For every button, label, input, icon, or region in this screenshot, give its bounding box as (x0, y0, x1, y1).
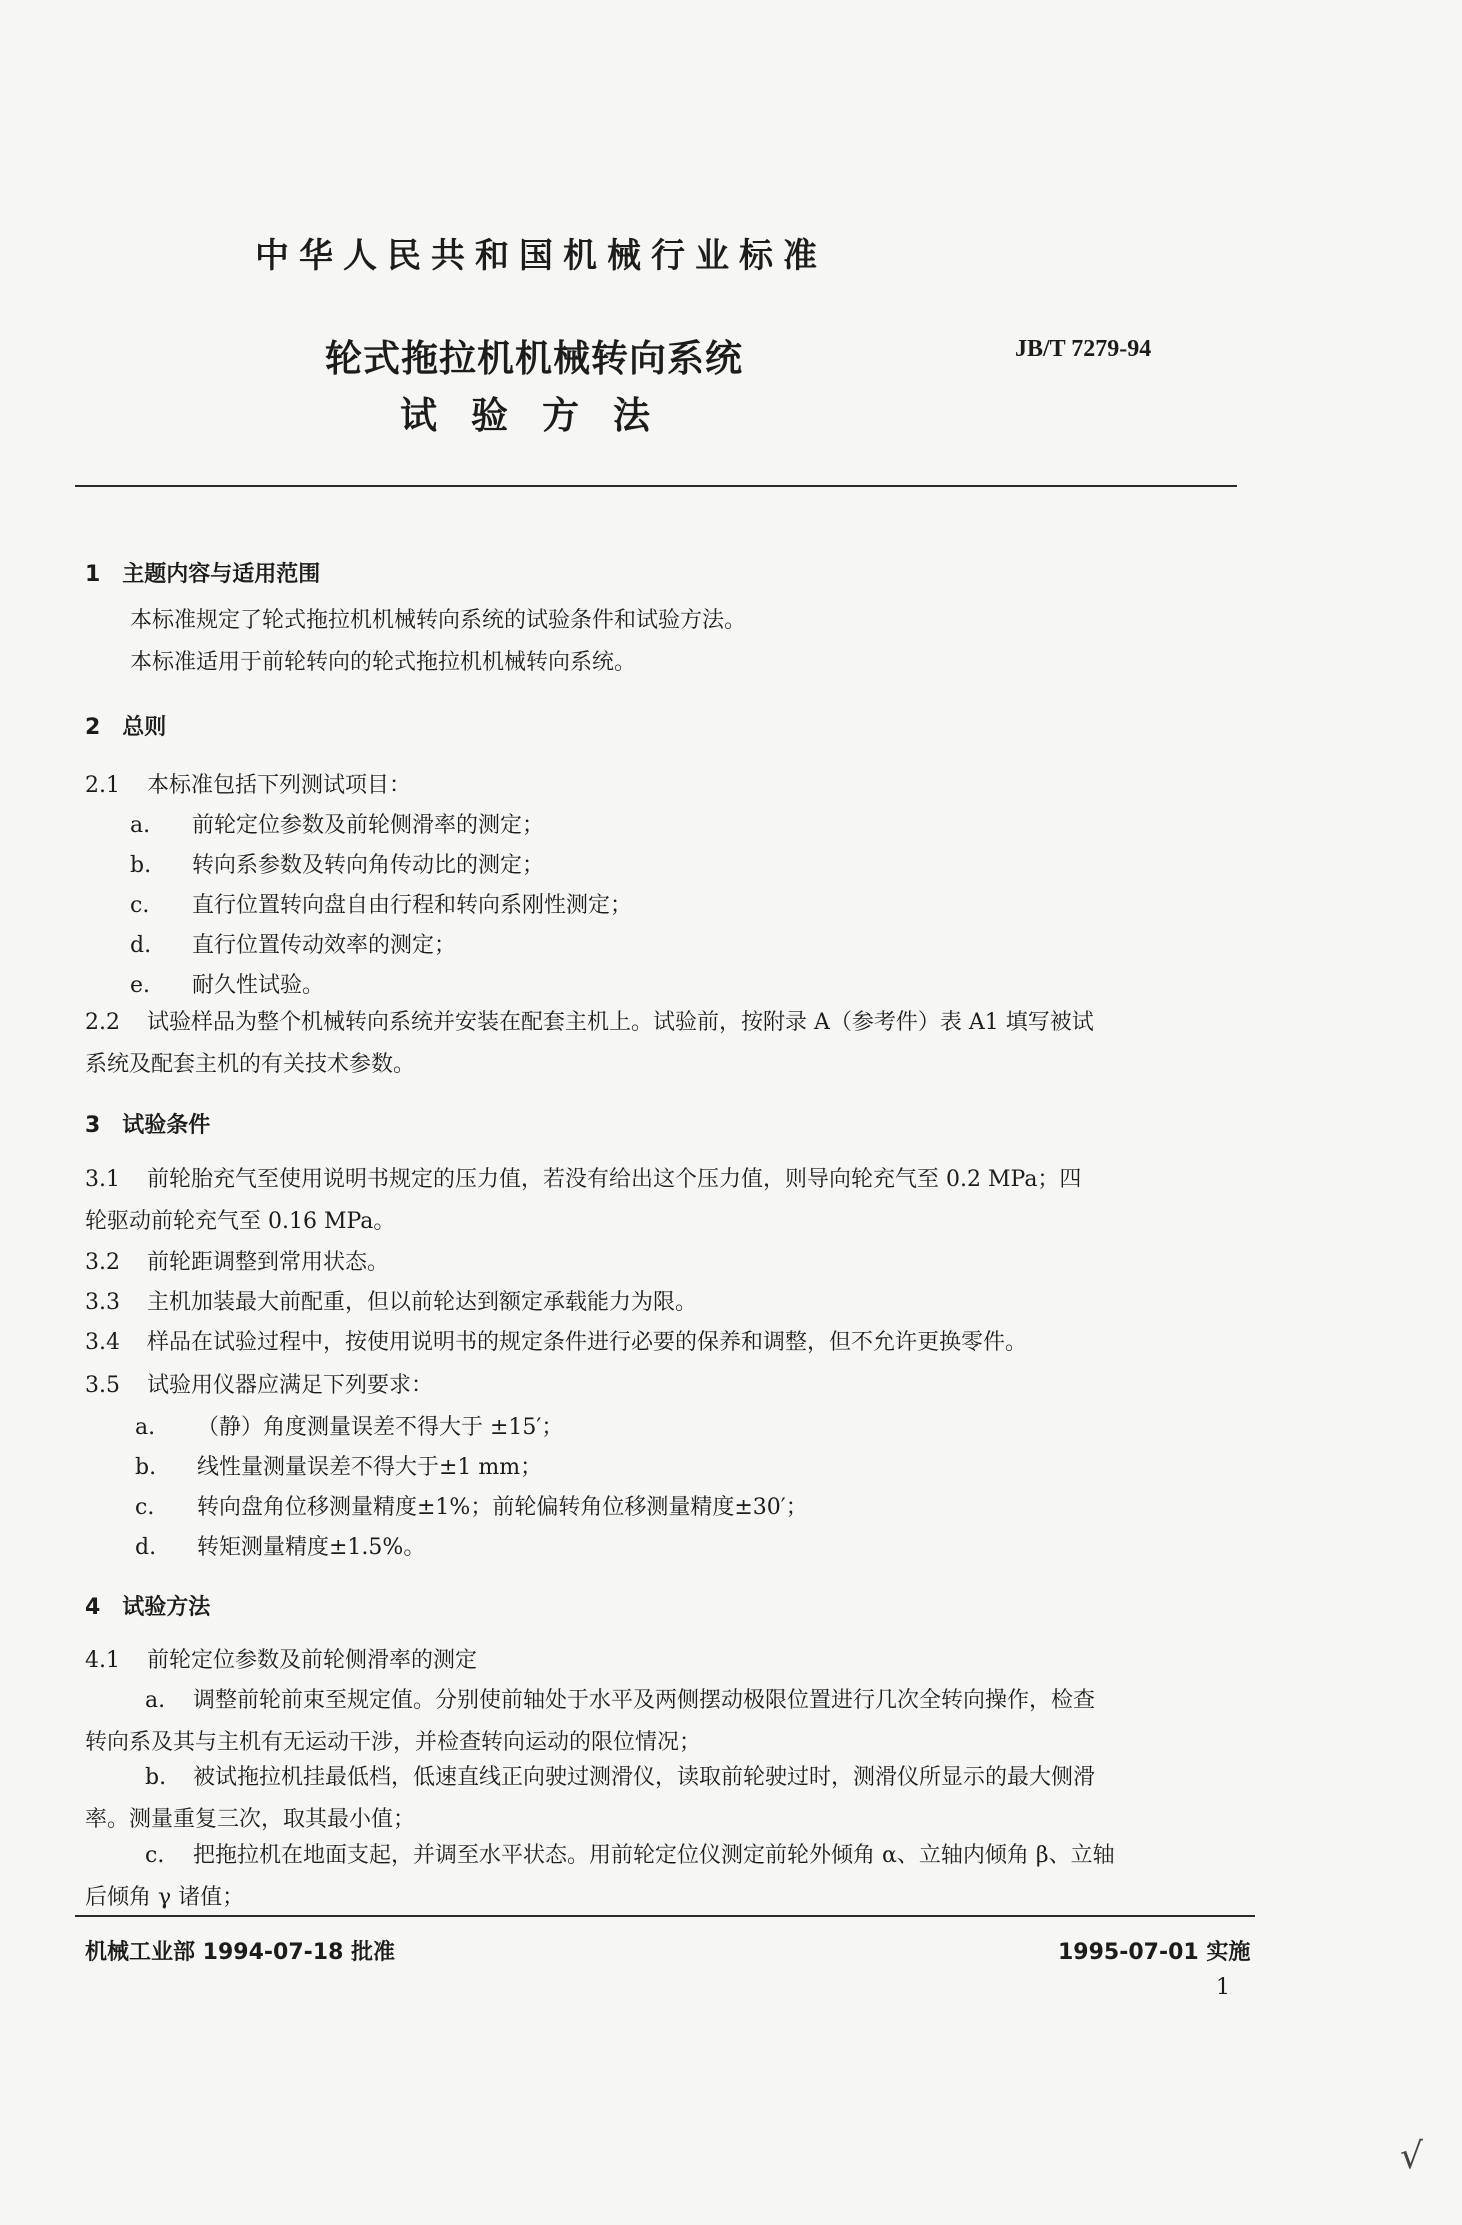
clause-4-1-c (145, 1838, 1115, 1869)
clause-4-1-a-continued: 转向系及其与主机有无运动干涉，并检查转向运动的限位情况； (85, 1730, 702, 1755)
item-letter: d. (135, 1535, 157, 1560)
list-item (130, 848, 544, 879)
list-item (135, 1450, 542, 1481)
section-2-heading: 2 总则 (85, 715, 167, 740)
clause-number: 3.4 (85, 1330, 120, 1355)
item-text: 把拖拉机在地面支起，并调至水平状态。用前轮定位仪测定前轮外倾角 α、立轴内倾角 β、立轴 (193, 1843, 1115, 1868)
clause-4-1-b-continued: 率。测量重复三次，取其最小值； (85, 1807, 416, 1832)
item-text: 转向系参数及转向角传动比的测定； (192, 853, 545, 878)
document-title-line1: 轮式拖拉机机械转向系统 (325, 337, 743, 380)
item-text: 转向盘角位移测量精度±1%；前轮偏转角位移测量精度±30′； (197, 1495, 808, 1520)
clause-number: 3.3 (85, 1290, 120, 1315)
clause-text: 本标准包括下列测试项目： (147, 773, 412, 798)
item-letter: c. (145, 1843, 165, 1868)
clause-text: 主机加装最大前配重，但以前轮达到额定承载能力为限。 (147, 1290, 698, 1315)
approval-line: 机械工业部 1994-07-18 批准 (85, 1940, 396, 1965)
clause-4-1 (85, 1643, 477, 1674)
section-4-heading: 4 试验方法 (85, 1595, 211, 1620)
item-letter: c. (135, 1495, 155, 1520)
item-text: （静）角度测量误差不得大于 ±15′； (197, 1415, 564, 1440)
clause-text: 前轮胎充气至使用说明书规定的压力值，若没有给出这个压力值，则导向轮充气至 0.2 MPa；四 (147, 1167, 1082, 1192)
clause-4-1-a (145, 1683, 1095, 1714)
item-letter: a. (135, 1415, 156, 1440)
clause-4-1-b (145, 1760, 1095, 1791)
clause-text: 样品在试验过程中，按使用说明书的规定条件进行必要的保养和调整，但不允许更换零件。 (147, 1330, 1028, 1355)
clause-number: 2.1 (85, 773, 120, 798)
clause-text: 前轮距调整到常用状态。 (147, 1250, 390, 1275)
item-letter: b. (145, 1765, 167, 1790)
check-mark: √ (1400, 2136, 1423, 2177)
item-text: 转矩测量精度±1.5%。 (197, 1535, 426, 1560)
list-item (130, 888, 632, 919)
clause-3-1 (85, 1162, 1081, 1193)
item-letter: b. (130, 853, 152, 878)
document-title-line2: 试验方法 (400, 394, 684, 437)
section-1-paragraph-1: 本标准规定了轮式拖拉机机械转向系统的试验条件和试验方法。 (130, 608, 747, 633)
item-letter: a. (130, 813, 151, 838)
clause-2-2 (85, 1005, 1094, 1036)
list-item (130, 808, 544, 839)
clause-2-1 (85, 768, 411, 799)
item-letter: b. (135, 1455, 157, 1480)
clause-number: 3.5 (85, 1373, 120, 1398)
clause-3-3 (85, 1285, 697, 1316)
footer-divider (75, 1915, 1255, 1917)
item-text: 前轮定位参数及前轮侧滑率的测定； (192, 813, 545, 838)
item-text: 直行位置转向盘自由行程和转向系刚性测定； (192, 893, 633, 918)
clause-3-2 (85, 1245, 389, 1276)
list-item (135, 1410, 563, 1441)
clause-number: 4.1 (85, 1648, 120, 1673)
section-3-heading: 3 试验条件 (85, 1113, 211, 1138)
standard-code: JB/T 7279-94 (1015, 336, 1152, 362)
header-divider (75, 485, 1237, 487)
item-text: 调整前轮前束至规定值。分别使前轴处于水平及两侧摆动极限位置进行几次全转向操作，检查 (193, 1688, 1096, 1713)
item-text: 直行位置传动效率的测定； (192, 933, 457, 958)
item-letter: a. (145, 1688, 166, 1713)
clause-3-5 (85, 1368, 433, 1399)
effective-date: 1995-07-01 实施 (1058, 1940, 1251, 1965)
clause-text: 试验样品为整个机械转向系统并安装在配套主机上。试验前，按附录 A（参考件）表 A1 填写被试 (147, 1010, 1094, 1035)
clause-number: 2.2 (85, 1010, 120, 1035)
section-1-heading: 1 主题内容与适用范围 (85, 562, 321, 587)
clause-text: 前轮定位参数及前轮侧滑率的测定 (147, 1648, 478, 1673)
item-text: 耐久性试验。 (192, 973, 325, 998)
item-text: 线性量测量误差不得大于±1 mm； (197, 1455, 543, 1480)
list-item (135, 1490, 808, 1521)
clause-number: 3.1 (85, 1167, 120, 1192)
item-letter: d. (130, 933, 152, 958)
clause-number: 3.2 (85, 1250, 120, 1275)
item-text: 被试拖拉机挂最低档，低速直线正向驶过测滑仪，读取前轮驶过时，测滑仪所显示的最大侧滑 (193, 1765, 1096, 1790)
clause-text: 试验用仪器应满足下列要求： (147, 1373, 434, 1398)
issuing-organization: 中华人民共和国机械行业标准 (255, 236, 827, 276)
clause-3-4 (85, 1325, 1027, 1356)
item-letter: e. (130, 973, 151, 998)
list-item (135, 1530, 425, 1561)
list-item (130, 968, 324, 999)
clause-4-1-c-continued: 后倾角 γ 诸值； (85, 1885, 245, 1910)
clause-3-1-continued: 轮驱动前轮充气至 0.16 MPa。 (85, 1209, 396, 1234)
list-item (130, 928, 456, 959)
item-letter: c. (130, 893, 150, 918)
section-1-paragraph-2: 本标准适用于前轮转向的轮式拖拉机机械转向系统。 (130, 650, 637, 675)
page-number: 1 (1216, 1975, 1230, 2000)
clause-2-2-continued: 系统及配套主机的有关技术参数。 (85, 1052, 416, 1077)
